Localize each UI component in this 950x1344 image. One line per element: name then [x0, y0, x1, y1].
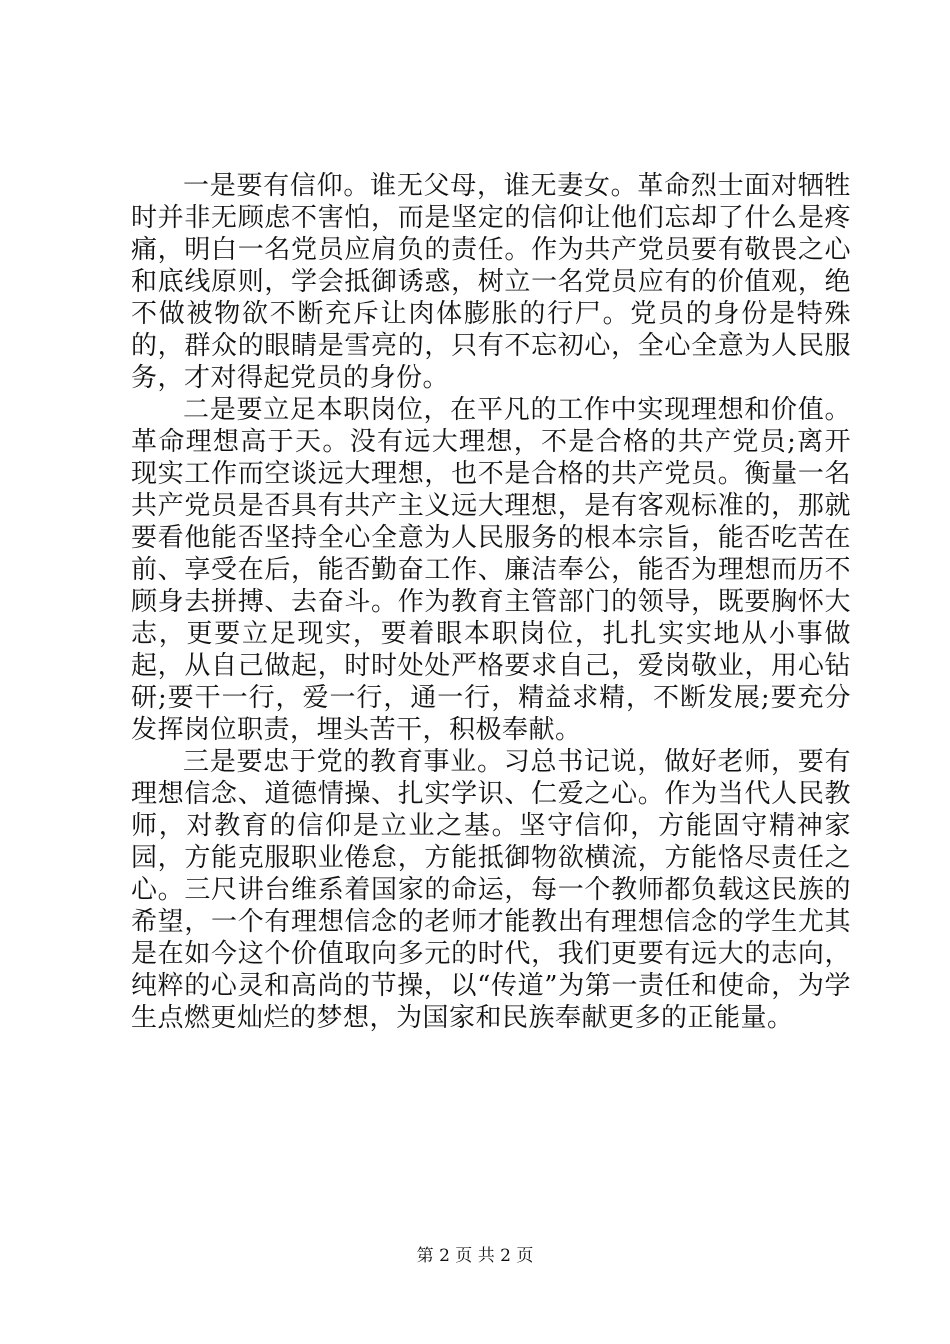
paragraph-education: 三是要忠于党的教育事业。习总书记说，做好老师，要有理想信念、道德情操、扎实学识、仁爱之心。作为当代人民教师，对教育的信仰是立业之基。坚守信仰，方能固守精神家园，方能克服职业倦怠，方能抵御物欲横流，方能恪尽责任之心。三尺讲台维系着国家的命运，每一个教师都负载这民族的希望，一个有理想信念的老师才能教出有理想信念的学生尤其是在如今这个价值取向多元的时代，我们更要有远大的志向，纯粹的心灵和高尚的节操，以“传道”为第一责任和使命，为学生点燃更灿烂的梦想，为国家和民族奉献更多的正能量。: [131, 747, 851, 1033]
page-number-footer: 第 2 页 共 2 页: [416, 1246, 534, 1266]
paragraph-faith: 一是要有信仰。谁无父母，谁无妻女。革命烈士面对牺牲时并非无顾虑不害怕，而是坚定的信仰让他们忘却了什么是疼痛，明白一名党员应肩负的责任。作为共产党员要有敬畏之心和底线原则，学会抵御诱惑，树立一名党员应有的价值观，绝不做被物欲不断充斥让肉体膨胀的行尸。党员的身份是特殊的，群众的眼睛是雪亮的，只有不忘初心，全心全意为人民服务，才对得起党员的身份。: [131, 171, 851, 393]
document-body: [131, 170, 851, 1034]
paragraph-job-post: 二是要立足本职岗位，在平凡的工作中实现理想和价值。革命理想高于天。没有远大理想，不是合格的共产党员;离开现实工作而空谈远大理想，也不是合格的共产党员。衡量一名共产党员是否具有共产主义远大理想，是有客观标准的，那就要看他能否坚持全心全意为人民服务的根本宗旨，能否吃苦在前、享受在后，能否勤奋工作、廉洁奉公，能否为理想而历不顾身去拼搏、去奋斗。作为教育主管部门的领导，既要胸怀大志，更要立足现实，要着眼本职岗位，扎扎实实地从小事做起，从自己做起，时时处处严格要求自己，爱岗敬业，用心钻研;要干一行，爱一行，通一行，精益求精，不断发展;要充分发挥岗位职责，埋头苦干，积极奉献。: [131, 395, 851, 745]
